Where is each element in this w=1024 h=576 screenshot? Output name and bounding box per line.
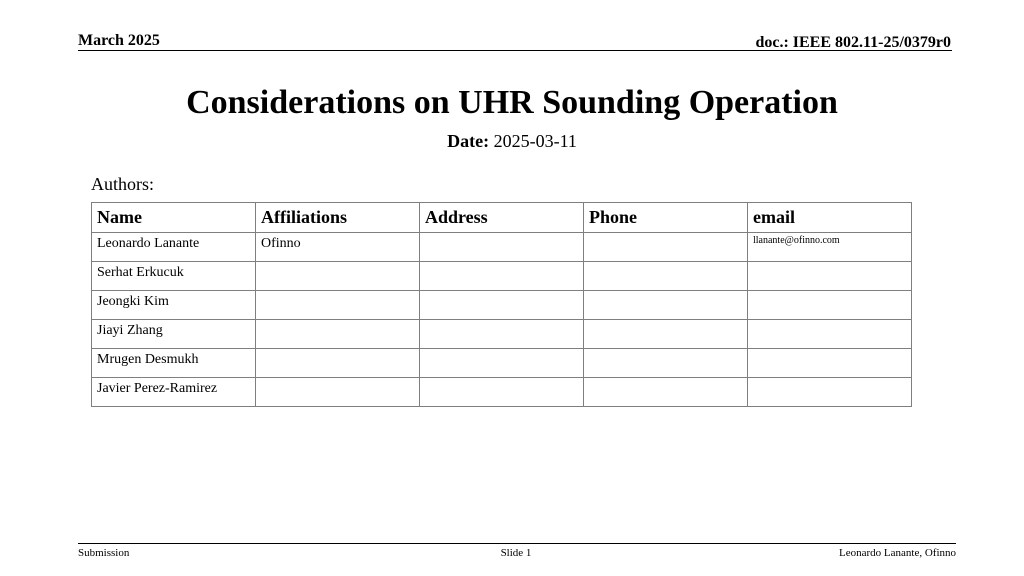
date-value: 2025-03-11 xyxy=(493,131,577,151)
author-affiliation-cell xyxy=(256,291,420,320)
footer-submission: Submission xyxy=(78,547,130,559)
author-address-cell xyxy=(420,349,584,378)
footer-author: Leonardo Lanante, Ofinno xyxy=(839,547,956,559)
author-name-cell: Jiayi Zhang xyxy=(92,320,256,349)
author-phone-cell xyxy=(584,233,748,262)
author-name-cell: Jeongki Kim xyxy=(92,291,256,320)
date-line xyxy=(0,130,1024,152)
author-email-cell xyxy=(748,320,912,349)
header-doc-id: doc.: IEEE 802.11-25/0379r0 xyxy=(755,34,951,51)
footer-divider xyxy=(78,543,956,544)
author-address-cell xyxy=(420,262,584,291)
author-affiliation-cell xyxy=(256,262,420,291)
author-phone-cell xyxy=(584,320,748,349)
author-email-cell xyxy=(748,349,912,378)
authors-table xyxy=(91,202,912,407)
author-phone-cell xyxy=(584,291,748,320)
author-affiliation-cell: Ofinno xyxy=(256,233,420,262)
author-affiliation-cell xyxy=(256,320,420,349)
date-label: Date: xyxy=(447,131,490,151)
author-address-cell xyxy=(420,291,584,320)
author-address-cell xyxy=(420,320,584,349)
table-header-row xyxy=(92,203,912,233)
table-row xyxy=(92,233,912,262)
author-phone-cell xyxy=(584,262,748,291)
slide-title: Considerations on UHR Sounding Operation xyxy=(186,84,838,121)
column-header-phone: Phone xyxy=(584,203,748,233)
header-divider xyxy=(78,50,952,51)
table-row xyxy=(92,349,912,378)
author-name-cell: Serhat Erkucuk xyxy=(92,262,256,291)
column-header-email: email xyxy=(748,203,912,233)
author-name-cell: Mrugen Desmukh xyxy=(92,349,256,378)
author-email-cell xyxy=(748,262,912,291)
author-affiliation-cell xyxy=(256,378,420,407)
table-row xyxy=(92,378,912,407)
author-email-cell xyxy=(748,378,912,407)
author-affiliation-cell xyxy=(256,349,420,378)
author-address-cell xyxy=(420,378,584,407)
author-email-cell: llanante@ofinno.com xyxy=(748,233,912,262)
table-row xyxy=(92,291,912,320)
header-date: March 2025 xyxy=(78,32,160,49)
footer-slide-number: Slide 1 xyxy=(500,547,532,559)
table-row xyxy=(92,320,912,349)
author-phone-cell xyxy=(584,378,748,407)
author-name-cell: Leonardo Lanante xyxy=(92,233,256,262)
column-header-name: Name xyxy=(92,203,256,233)
author-name-cell: Javier Perez-Ramirez xyxy=(92,378,256,407)
author-phone-cell xyxy=(584,349,748,378)
author-email-cell xyxy=(748,291,912,320)
author-address-cell xyxy=(420,233,584,262)
column-header-address: Address xyxy=(420,203,584,233)
authors-label: Authors: xyxy=(91,174,154,194)
table-row xyxy=(92,262,912,291)
column-header-affiliations: Affiliations xyxy=(256,203,420,233)
